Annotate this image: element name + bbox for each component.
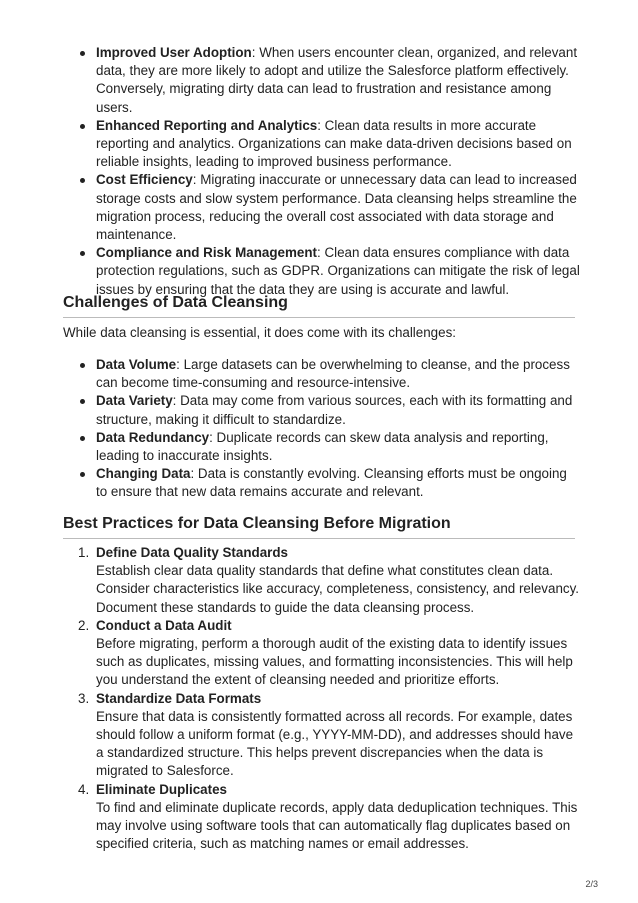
- list-item: [70, 244, 580, 299]
- item-title: Data Volume: [96, 357, 177, 372]
- section-divider: [63, 317, 575, 318]
- item-number: 3.: [78, 690, 90, 706]
- item-text: Before migrating, perform a thorough audit of the existing data to identify issues such as duplicates, missing values, and formatting inconsistencies. This will help you understand the extent of cleansing needed and prioritize efforts.: [96, 636, 573, 688]
- item-title: Data Redundancy: [96, 429, 210, 445]
- practices-heading: Best Practices for Data Cleansing Before Migration: [63, 515, 451, 532]
- item-number: 2.: [78, 617, 90, 633]
- list-item: [70, 544, 580, 617]
- list-item: [70, 781, 580, 854]
- item-title: Data Variety: [96, 393, 173, 409]
- item-text: Ensure that data is consistently formatted across all records. For example, dates should follow a uniform format (e.g., YYYY-MM-DD), and addresses should have a standardized structure. This helps prevent discrepancies when the data is migrated to Salesforce.: [96, 708, 574, 779]
- item-title: Eliminate Duplicates: [96, 781, 227, 797]
- list-item: [70, 617, 580, 690]
- item-text: : Large datasets can be overwhelming to cleanse, and the process can become time-consuming and resource-intensive.: [96, 357, 570, 391]
- item-text: : Migrating inaccurate or unnecessary data can lead to increased storage costs and slow system performance. Data cleansing helps streamline the migration process, reducing the overall cost associated with data storage and maintenance.: [96, 172, 577, 243]
- page-number: 2/3: [585, 879, 598, 889]
- challenges-list: [70, 356, 580, 502]
- list-item: [70, 429, 580, 465]
- item-number: 1.: [78, 545, 90, 560]
- list-item: [70, 44, 580, 117]
- challenges-heading: Challenges of Data Cleansing: [63, 294, 288, 311]
- item-text: : Data may come from various sources, each with its formatting and structure, making it difficult to standardize.: [96, 393, 573, 427]
- benefits-list: [70, 44, 580, 299]
- item-title: Enhanced Reporting and Analytics: [96, 117, 318, 133]
- item-text: : Clean data ensures compliance with data protection regulations, such as GDPR. Organizations can mitigate the risk of legal issues by ensuring that the data they are using is accurate and lawful.: [96, 245, 580, 297]
- item-text: To find and eliminate duplicate records, apply data deduplication techniques. This may involve using software tools that can automatically flag duplicates based on specified criteria, such as matching names or email addresses.: [96, 799, 578, 852]
- list-item: [70, 465, 580, 501]
- section-divider: [63, 538, 575, 539]
- item-text: : Data is constantly evolving. Cleansing efforts must be ongoing to ensure that new data remains accurate and relevant.: [96, 466, 567, 500]
- item-title: Define Data Quality Standards: [96, 545, 288, 560]
- item-text: : Duplicate records can skew data analysis and reporting, leading to inaccurate insights.: [96, 429, 549, 464]
- list-item: [70, 171, 580, 244]
- list-item: [70, 690, 580, 781]
- item-title: Compliance and Risk Management: [96, 245, 317, 261]
- item-title: Conduct a Data Audit: [96, 617, 232, 633]
- challenges-intro: While data cleansing is essential, it does come with its challenges:: [63, 325, 456, 340]
- practices-list: [70, 544, 580, 853]
- item-text: Establish clear data quality standards that define what constitutes clean data. Consider characteristics like accuracy, completeness, consistency, and relevancy. Document these standards to guide the data cleansing process.: [96, 563, 580, 615]
- item-title: Cost Efficiency: [96, 172, 193, 188]
- item-title: Standardize Data Formats: [96, 690, 262, 706]
- item-title: Improved User Adoption: [96, 45, 252, 60]
- item-title: Changing Data: [96, 466, 191, 482]
- list-item: [70, 117, 580, 172]
- item-number: 4.: [78, 781, 90, 797]
- item-text: : When users encounter clean, organized, and relevant data, they are more likely to adopt and utilize the Salesforce platform effectively. Conversely, migrating dirty data can lead to frustration and resistance among users.: [96, 45, 578, 115]
- list-item: [70, 356, 580, 392]
- item-text: : Clean data results in more accurate reporting and analytics. Organizations can make data-driven decisions based on reliable insights, leading to improved business performance.: [96, 117, 572, 170]
- list-item: [70, 392, 580, 428]
